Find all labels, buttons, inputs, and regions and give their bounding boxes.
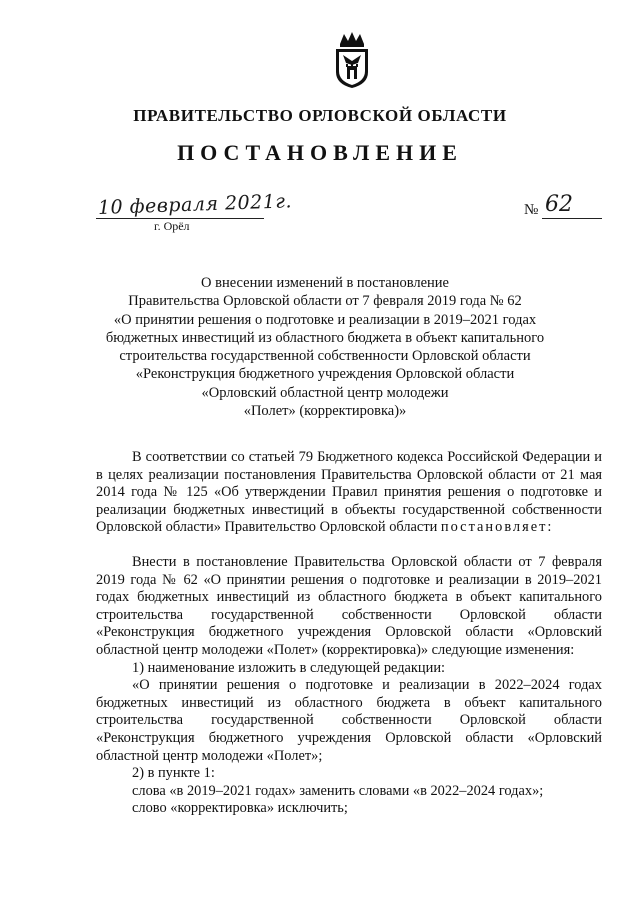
handwritten-number: 62 — [545, 192, 573, 217]
item-1: 1) наименование изложить в следующей редакции: — [132, 659, 446, 676]
document-type-title: ПОСТАНОВЛЕНИЕ — [177, 140, 463, 165]
coat-of-arms-icon — [330, 30, 374, 90]
item-2-a: слова «в 2019–2021 годах» заменить словами «в 2022–2024 годах»; — [132, 782, 544, 799]
preamble-text: В соответствии со статьей 79 Бюджетного кодекса Российской Федерации и в целях реализации постановления Правительства Орловской области от 21 мая 2014 года № 125 «Об утверждении Правил принятия решения о подготовке и реализации бюджетных инвестиций в объекты государственной собственности Орловской области» Правительство Орловской области — [96, 449, 602, 536]
city-label: г. Орёл — [154, 219, 190, 233]
item-2: 2) в пункте 1: — [132, 765, 215, 782]
document-subject — [100, 274, 550, 420]
item-1-quote: «О принятии решения о подготовке и реализации в 2022–2024 годах бюджетных инвестиций из областного бюджета в объект капитального строительства государственной собственности Орловской области «Реконструкция бюджетного учреждения Орловской области «Орловский областной центр молодежи «Полет»; — [96, 677, 602, 764]
subject-line: «Реконструкция бюджетного учреждения Орловской области — [135, 366, 515, 383]
subject-line: Правительства Орловской области от 7 февраля 2019 года № 62 — [128, 293, 522, 310]
subject-line: «Полет» (корректировка)» — [243, 403, 407, 420]
document-body — [96, 449, 602, 818]
subject-line: «Орловский областной центр молодежи — [201, 384, 449, 401]
subject-line: «О принятии решения о подготовке и реализации в 2019–2021 годах — [113, 311, 537, 328]
handwritten-date: 10 февраля 2021г. — [97, 190, 293, 219]
subject-line: О внесении изменений в постановление — [201, 275, 449, 291]
subject-line: бюджетных инвестиций из областного бюджета в объект капитального — [105, 329, 545, 346]
preamble-paragraph — [96, 449, 602, 537]
subject-line: строительства государственной собственности Орловской области — [119, 348, 531, 365]
main-paragraph: Внести в постановление Правительства Орловской области от 7 февраля 2019 года № 62 «О принятии решения о подготовке и реализации в 2019–2021 годах бюджетных инвестиций из областного бюджета в объект капитального строительства государственной собственности Орловской области «Реконструкция бюджетного учреждения Орловской области «Орловский областной центр молодежи «Полет» (корректировка)» следующие изменения: — [96, 553, 602, 658]
decree-word: постановляет: — [440, 519, 554, 536]
government-title: ПРАВИТЕЛЬСТВО ОРЛОВСКОЙ ОБЛАСТИ — [133, 106, 507, 125]
number-label: № — [524, 202, 539, 218]
item-2-b: слово «корректировка» исключить; — [132, 800, 348, 817]
number-underline — [542, 218, 602, 219]
